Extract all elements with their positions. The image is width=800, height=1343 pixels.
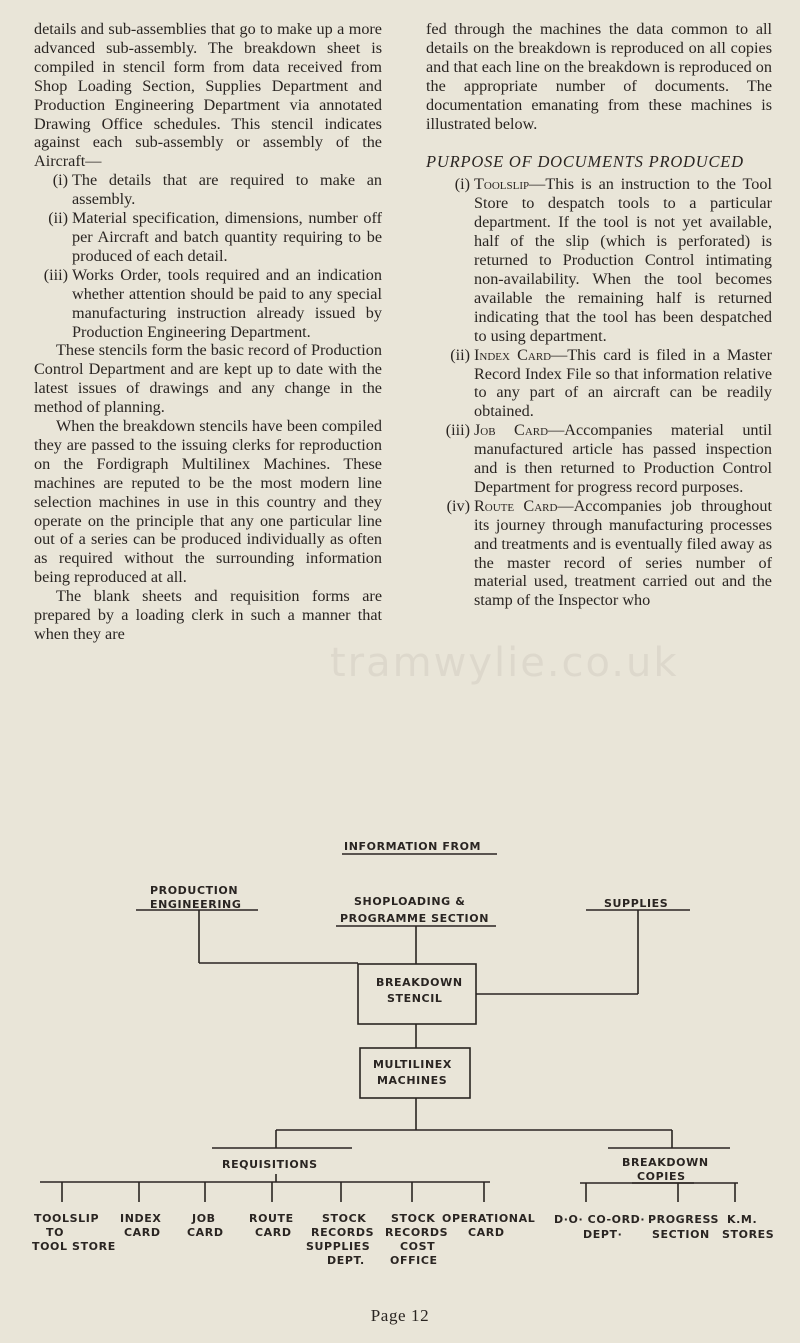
svg-text:TO: TO [46,1226,65,1239]
list-description: —Accompanies job throughout its journey through manufacturing processes and treatments and is eventually filed away as the master record of series number of material used, treatment carried out and the stamp of the Inspector who [474,496,773,610]
list-number: (iii) [445,421,470,440]
source-production-line1: PRODUCTION [150,884,239,897]
list-number: (iv) [446,496,470,515]
svg-text:PROGRESS: PROGRESS [648,1213,720,1226]
svg-text:DEPT·: DEPT· [583,1228,623,1241]
section-heading: PURPOSE OF DOCUMENTS PRODUCED [426,152,744,172]
svg-text:JOB: JOB [192,1212,216,1225]
req-stock-cost [385,1212,448,1267]
list-term: Route Card [474,496,558,515]
svg-text:TOOL STORE: TOOL STORE [32,1240,116,1253]
svg-text:D·O· CO-ORD·: D·O· CO-ORD· [554,1213,646,1226]
svg-text:DEPT.: DEPT. [327,1254,365,1267]
list-text [474,346,772,422]
flow-diagram [0,830,800,1290]
left-paragraph-3: When the breakdown stencils have been compiled they are passed to the issuing clerks for reproduction on the Fordigraph Multilinex Machines. These machines are reputed to be the most modern line selection machines in use in this country and they operate on the principle that any one particular line out of a series can be produced individually as often as required without the surrounding information being reproduced at all. [34,417,382,587]
list-number: (i) [454,175,470,194]
svg-text:RECORDS: RECORDS [385,1226,449,1239]
source-supplies: SUPPLIES [604,897,669,910]
watermark: tramwylie.co.uk [330,640,679,686]
svg-text:CARD: CARD [255,1226,292,1239]
multilinex-line2: MACHINES [377,1074,448,1087]
svg-text:K.M.: K.M. [727,1213,758,1226]
breakdown-stencil-line1: BREAKDOWN [376,976,463,989]
right-paragraph-1: fed through the machines the data common to all details on the breakdown is reproduced on all copies and that each line on the breakdown is reproduced on the appropriate number of documents. The documentation emanating from these machines is illustrated below. [426,20,772,133]
list-term: Job Card [474,421,549,440]
svg-text:STOCK: STOCK [322,1212,367,1225]
multilinex-box [360,1048,470,1098]
right-list-item [426,175,772,345]
list-number: (iii) [43,265,68,284]
copy-km-stores [722,1213,774,1241]
req-stock-supplies [306,1212,374,1267]
source-production-line2: ENGINEERING [150,898,242,911]
req-job-card [187,1212,224,1239]
copy-progress [648,1213,719,1241]
left-list-item [34,209,382,266]
diagram-title: INFORMATION FROM [344,840,482,853]
req-index-card [120,1212,161,1239]
list-text: Works Order, tools required and an indication whether attention should be paid to any special manufacturing instruction already issued by Production Engineering Department. [72,265,382,341]
svg-text:ROUTE: ROUTE [249,1212,294,1225]
req-operational-card [442,1212,535,1239]
list-text [474,497,772,610]
svg-text:CARD: CARD [124,1226,161,1239]
left-paragraph-2: These stencils form the basic record of Production Control Department and are kept up to date with the latest issues of drawings and any change in the method of planning. [34,341,382,417]
svg-text:OPERATIONAL: OPERATIONAL [442,1212,536,1225]
list-description: —Accompanies material until manufactured article has passed inspection and is then returned to Production Control Department for progress record purposes. [474,421,772,496]
right-list-item [426,346,772,422]
requisitions-label: REQUISITIONS [222,1158,318,1171]
svg-text:SUPPLIES: SUPPLIES [306,1240,371,1253]
list-text: Material specification, dimensions, number off per Aircraft and batch quantity requiring to be produced of each detail. [72,209,382,265]
list-term: Toolslip [474,175,530,194]
page-number: Page 12 [370,1306,430,1325]
req-route-card [249,1212,294,1239]
multilinex-line1: MULTILINEX [373,1058,452,1071]
source-shoploading-line2: PROGRAMME SECTION [340,912,489,925]
svg-text:SECTION: SECTION [652,1228,710,1241]
svg-text:TOOLSLIP: TOOLSLIP [34,1212,100,1225]
source-shoploading-line1: SHOPLOADING & [354,895,466,908]
svg-text:CARD: CARD [468,1226,505,1239]
list-description: —This is an instruction to the Tool Store to despatch tools to a particular department. If the tool is not yet available, half of the slip (which is perforated) is returned to Production Control intimating non-availability. When the tool becomes available the remaining half is returned indicating that the tool has been despatched to using department. [474,175,772,345]
copy-do-coord [554,1213,645,1241]
svg-text:RECORDS: RECORDS [311,1226,375,1239]
right-list-item [426,421,772,497]
svg-text:STOCK: STOCK [391,1212,436,1225]
list-number: (ii) [48,209,68,228]
list-number: (ii) [450,345,470,364]
right-column [426,20,772,610]
svg-text:COST: COST [400,1240,436,1253]
left-list-item [34,171,382,209]
svg-text:INDEX: INDEX [120,1212,162,1225]
breakdown-copies-line2: COPIES [637,1170,686,1183]
left-column [34,20,382,644]
left-paragraph-1: details and sub-assemblies that go to make up a more advanced sub-assembly. The breakdown sheet is compiled in stencil form from data received from Shop Loading Section, Supplies Department and Production Engineering Department via annotated Drawing Office schedules. This stencil indicates against each sub-assembly or assembly of the Aircraft— [34,20,382,171]
left-list-item [34,266,382,342]
svg-text:CARD: CARD [187,1226,224,1239]
req-toolslip [32,1212,116,1253]
list-text: The details that are required to make an assembly. [72,171,382,209]
breakdown-stencil-line2: STENCIL [387,992,443,1005]
svg-text:OFFICE: OFFICE [390,1254,438,1267]
list-term: Index Card [474,345,552,364]
list-number: (i) [52,171,68,190]
list-text [474,175,772,345]
left-paragraph-4: The blank sheets and requisition forms are prepared by a loading clerk in such a manner that when they are [34,587,382,643]
breakdown-copies-line1: BREAKDOWN [622,1156,709,1169]
list-text [474,421,772,497]
svg-text:STORES: STORES [722,1228,775,1241]
right-list-item [426,497,772,610]
list-description: —This card is filed in a Master Record Index File so that information relative to any part of an aircraft can be readily obtained. [474,345,772,421]
